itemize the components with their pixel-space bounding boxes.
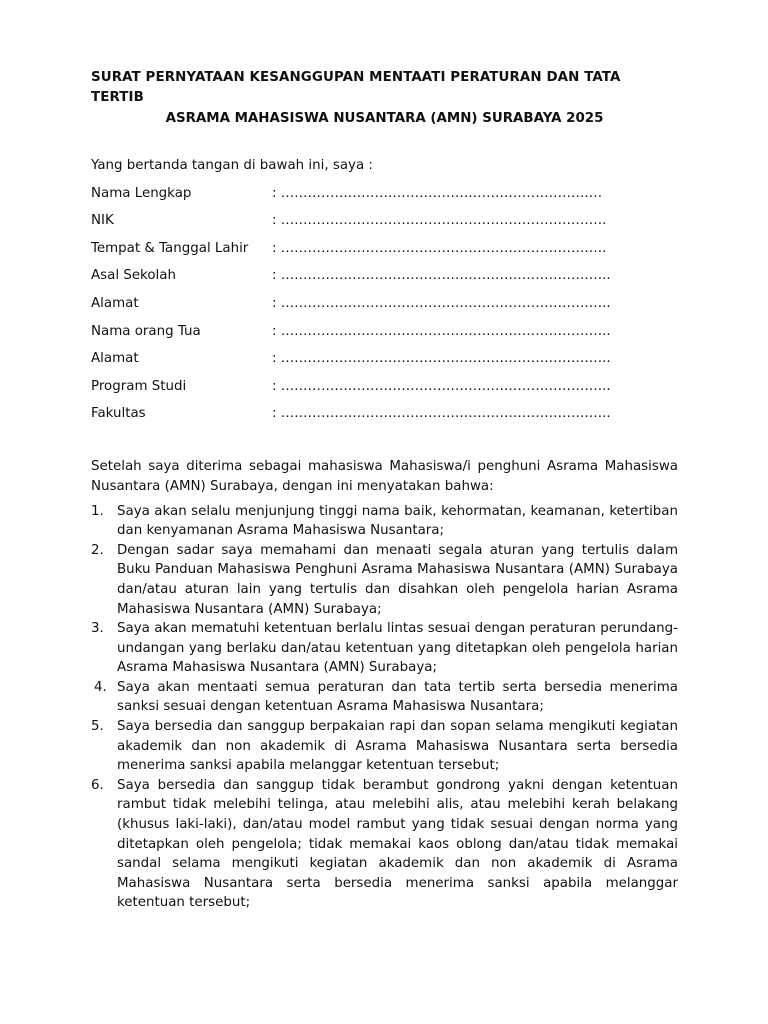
list-item-number: 1. bbox=[91, 503, 104, 519]
list-item-text: Saya bersedia dan sanggup tidak berambut gondrong yakni dengan ketentuan rambut tidak melebihi telinga, atau melebihi alis, atau melebihi kerah belakang (khusus laki-laki), dan/atau model rambut yang tidak sesuai dengan norma yang ditetapkan oleh pengelola; tidak memakai kaos oblong dan/atau tidak memakai sandal selama mengikuti kegiatan akademik dan non akademik di Asrama Mahasiswa Nusantara serta bersedia menerima sanksi apabila melanggar ketentuan tersebut; bbox=[117, 777, 678, 911]
field-row-program-studi bbox=[91, 377, 678, 405]
list-item-text: Saya akan selalu menjunjung tinggi nama baik, kehormatan, keamanan, ketertiban dan kenyamanan Asrama Mahasiswa Nusantara; bbox=[117, 503, 678, 539]
list-item bbox=[91, 541, 678, 619]
list-item-number: 6. bbox=[91, 777, 104, 793]
numbered-list bbox=[91, 502, 678, 913]
document-page bbox=[91, 68, 678, 913]
list-item-number: 4. bbox=[94, 679, 107, 695]
list-item-text: Saya akan mentaati semua peraturan dan tata tertib serta bersedia menerima sanksi sesuai dengan ketentuan Asrama Mahasiswa Nusantara; bbox=[117, 679, 678, 715]
field-row-alamat bbox=[91, 294, 678, 322]
field-label: Fakultas bbox=[91, 406, 146, 422]
identity-fields bbox=[91, 184, 678, 432]
list-item-text: Dengan sadar saya memahami dan menaati segala aturan yang tertulis dalam Buku Panduan Mahasiswa Penghuni Asrama Mahasiswa Nusantara (AMN) Surabaya dan/atau aturan lain yang tertulis dan disahkan oleh pengelola harian Asrama Mahasiswa Nusantara (AMN) Surabaya; bbox=[117, 542, 678, 617]
field-label: Nama Lengkap bbox=[91, 185, 192, 201]
field-row-nama-lengkap bbox=[91, 184, 678, 212]
field-blank: : ……………………………………………………………….. bbox=[272, 378, 611, 394]
list-item bbox=[91, 619, 678, 678]
field-blank: : ……………………………………………………………….. bbox=[272, 295, 611, 311]
field-blank: : ………………………………………………………………. bbox=[272, 213, 607, 229]
list-item bbox=[91, 678, 678, 717]
field-blank: : ……………………………………………………………….. bbox=[272, 323, 611, 339]
field-row-alamat-orang-tua bbox=[91, 349, 678, 377]
intro-text: Yang bertanda tangan di bawah ini, saya : bbox=[91, 158, 373, 173]
list-item-number: 3. bbox=[91, 621, 104, 637]
field-blank: : ………………………………………………………………. bbox=[272, 240, 607, 256]
document-title: SURAT PERNYATAAN KESANGGUPAN MENTAATI PERATURAN DAN TATA TERTIB bbox=[91, 70, 621, 105]
field-row-asal-sekolah bbox=[91, 266, 678, 294]
list-item bbox=[91, 502, 678, 541]
field-label: Program Studi bbox=[91, 378, 187, 394]
list-item-text: Saya bersedia dan sanggup berpakaian rapi dan sopan selama mengikuti kegiatan akademik dan non akademik di Asrama Mahasiswa Nusantara serta bersedia menerima sanksi apabila melanggar ketentuan tersebut; bbox=[117, 719, 678, 774]
field-label: Alamat bbox=[91, 295, 139, 311]
field-row-tempat-tanggal-lahir bbox=[91, 239, 678, 267]
statement-paragraph: Setelah saya diterima sebagai mahasiswa Mahasiswa/i penghuni Asrama Mahasiswa Nusantara (AMN) Surabaya, dengan ini menyatakan bahwa: bbox=[91, 458, 678, 494]
field-blank: : ……………………………………………………………….. bbox=[272, 268, 611, 284]
field-label: Asal Sekolah bbox=[91, 268, 176, 284]
field-blank: : ……………………………………………………………….. bbox=[272, 351, 611, 367]
field-row-nama-orang-tua bbox=[91, 322, 678, 350]
field-label: NIK bbox=[91, 213, 114, 229]
list-item bbox=[91, 776, 678, 913]
field-label: Nama orang Tua bbox=[91, 323, 201, 339]
field-row-fakultas bbox=[91, 404, 678, 432]
list-item bbox=[91, 717, 678, 776]
field-label: Tempat & Tanggal Lahir bbox=[91, 240, 249, 256]
field-blank: : ……………………………………………………………… bbox=[272, 185, 603, 201]
document-subtitle: ASRAMA MAHASISWA NUSANTARA (AMN) SURABAYA 2025 bbox=[165, 111, 604, 126]
list-item-number: 2. bbox=[91, 542, 104, 558]
field-blank: : ……………………………………………………………….. bbox=[272, 406, 611, 422]
list-item-number: 5. bbox=[91, 719, 104, 735]
list-item-text: Saya akan mematuhi ketentuan berlalu lintas sesuai dengan peraturan perundang-undangan yang berlaku dan/atau ketentuan yang ditetapkan oleh pengelola harian Asrama Mahasiswa Nusantara (AMN) Surabaya; bbox=[117, 621, 678, 676]
field-row-nik bbox=[91, 211, 678, 239]
field-label: Alamat bbox=[91, 351, 139, 367]
